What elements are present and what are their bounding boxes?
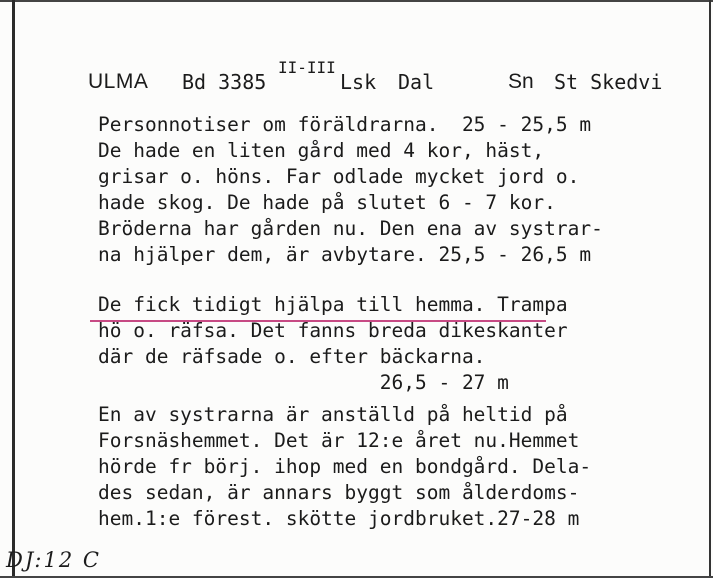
- body-line: na hjälper dem, är avbytare. 25,5 - 26,5 m: [98, 243, 592, 266]
- card-edge-top: [0, 0, 713, 2]
- body-line: En av systrarna är anställd på heltid på: [98, 403, 568, 426]
- card-edge-left: [12, 0, 15, 578]
- body-line: des sedan, är annars byggt som ålderdoms-: [98, 481, 580, 504]
- card-header: [88, 58, 688, 100]
- volume-range: II-III: [278, 58, 336, 77]
- body-line: 26,5 - 27 m: [98, 371, 509, 394]
- landskap-value: Dal: [398, 70, 435, 94]
- body-line: grisar o. höns. Far odlade mycket jord o.: [98, 165, 580, 188]
- body-line: där de räfsade o. efter bäckarna.: [98, 345, 486, 368]
- socken-label: Sn: [508, 70, 534, 93]
- handwritten-signum: DJ:12 C: [6, 548, 101, 572]
- archive-code: ULMA: [88, 70, 149, 93]
- body-line: Bröderna har gården nu. Den ena av systrar-: [98, 217, 603, 240]
- body-line: hem.1:e förest. skötte jordbruket.27-28 m: [98, 507, 580, 530]
- body-line: De hade en liten gård med 4 kor, häst,: [98, 139, 545, 162]
- body-line: Personnotiser om föräldrarna. 25 - 25,5 m: [98, 113, 592, 136]
- body-line: hö o. räfsa. Det fanns breda dikeskanter: [98, 319, 568, 342]
- volume-number: Bd 3385: [182, 70, 267, 94]
- body-line: hade skog. De hade på slutet 6 - 7 kor.: [98, 191, 556, 214]
- landskap-label: Lsk: [340, 70, 377, 94]
- body-line: De fick tidigt hjälpa till hemma. Trampa: [98, 293, 568, 316]
- socken-value: St Skedvi: [554, 70, 663, 94]
- body-line: Forsnäshemmet. Det är 12:e året nu.Hemmet: [98, 429, 580, 452]
- body-line: hörde fr börj. ihop med en bondgård. Dela-: [98, 455, 592, 478]
- card-edge-right: [709, 0, 711, 578]
